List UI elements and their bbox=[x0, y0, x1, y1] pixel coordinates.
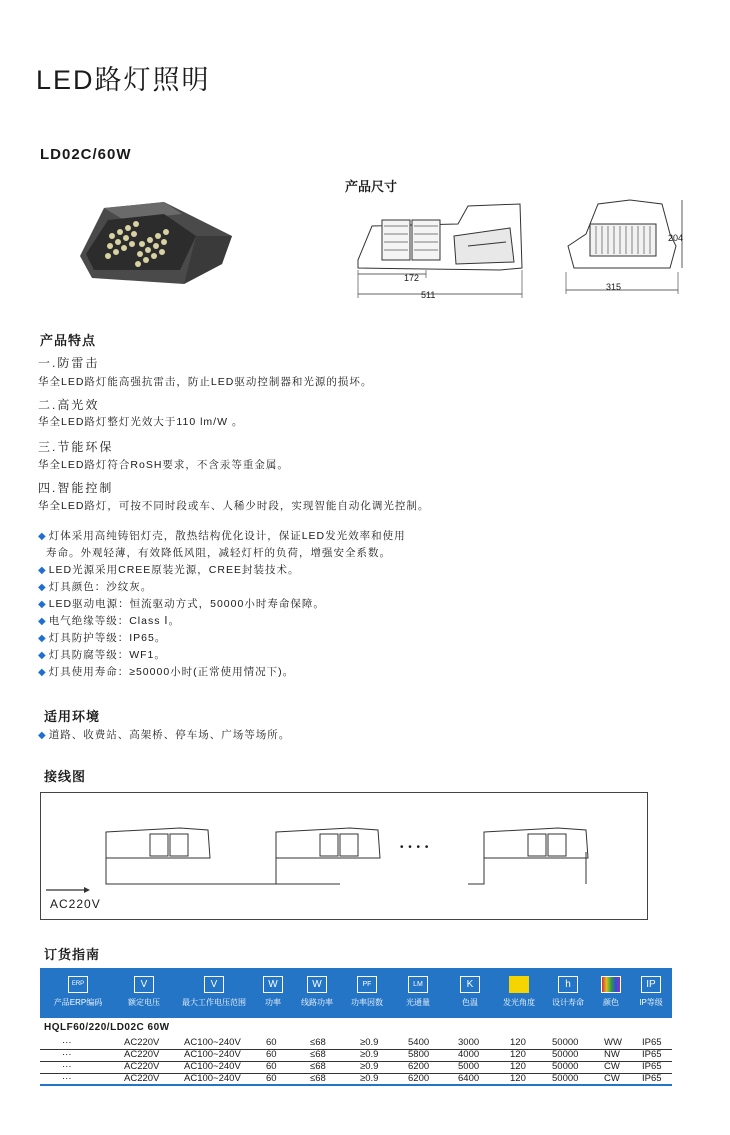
order-table-header bbox=[40, 968, 672, 1018]
col-power: W 功率 bbox=[256, 968, 290, 1018]
bullet-dot-icon: ◆ bbox=[38, 650, 47, 661]
order-heading: 订货指南 bbox=[44, 947, 101, 962]
feature-title-3: 三.节能环保 bbox=[38, 440, 114, 454]
col-power-factor: PF 功率因数 bbox=[344, 968, 390, 1018]
col-luminous-flux: LM 光通量 bbox=[390, 968, 446, 1018]
spec-bullet: ◆ 灯具防腐等级：WF1。 bbox=[38, 649, 166, 661]
table-row: ··· AC220V AC100~240V 60 ≤68 ≥0.9 6200 5000 120 50000 CW IP65 bbox=[40, 1061, 672, 1074]
erp-icon: ERP bbox=[68, 976, 88, 993]
pf-icon: PF bbox=[357, 976, 377, 993]
power-icon: W bbox=[263, 976, 283, 993]
wiring-heading: 接线图 bbox=[44, 769, 87, 784]
spec-bullet: ◆ 灯具使用寿命：≥50000小时(正常使用情况下)。 bbox=[38, 666, 295, 678]
product-photo bbox=[72, 196, 237, 291]
side-view-drawing bbox=[350, 198, 530, 304]
dimension-172: 172 bbox=[404, 273, 420, 283]
wiring-continuation-dots: • • • • bbox=[400, 842, 430, 853]
color-spectrum-icon bbox=[601, 976, 621, 993]
col-color-temp: K 色温 bbox=[446, 968, 494, 1018]
spec-bullet: ◆ 灯具防护等级：IP65。 bbox=[38, 632, 167, 644]
table-row: ··· AC220V AC100~240V 60 ≤68 ≥0.9 6200 6400 120 50000 CW IP65 bbox=[62, 1073, 662, 1084]
ip-icon: IP bbox=[641, 976, 661, 993]
bullet-dot-icon: ◆ bbox=[38, 730, 47, 741]
environment-text: ◆ 道路、收费站、高架桥、停车场、广场等场所。 bbox=[38, 729, 291, 741]
bullet-dot-icon: ◆ bbox=[38, 565, 47, 576]
table-row: ··· AC220V AC100~240V 60 ≤68 ≥0.9 5400 3000 120 50000 WW IP65 bbox=[40, 1037, 672, 1050]
col-line-power: W 线路功率 bbox=[290, 968, 344, 1018]
feature-desc-1: 华全LED路灯能高强抗雷击，防止LED驱动控制器和光源的损坏。 bbox=[38, 376, 373, 388]
voltage-icon: V bbox=[134, 976, 154, 993]
col-rated-voltage: V 额定电压 bbox=[116, 968, 172, 1018]
col-beam-angle: 发光角度 bbox=[494, 968, 544, 1018]
power-icon: W bbox=[307, 976, 327, 993]
spec-bullet: ◆ LED光源采用CREE原装光源，CREE封装技术。 bbox=[38, 564, 300, 576]
feature-desc-2: 华全LED路灯整灯光效大于110 lm/W 。 bbox=[38, 416, 244, 428]
spec-bullet: ◆ 电气绝缘等级：Class Ⅰ。 bbox=[38, 615, 180, 627]
col-ip-rating: IP IP等级 bbox=[630, 968, 672, 1018]
spec-bullet-continuation: 寿命。外观轻薄，有效降低风阻，减轻灯杆的负荷，增强安全系数。 bbox=[46, 547, 391, 559]
bullet-dot-icon: ◆ bbox=[38, 616, 47, 627]
feature-desc-3: 华全LED路灯符合RoSH要求，不含汞等重金属。 bbox=[38, 459, 289, 471]
kelvin-icon: K bbox=[460, 976, 480, 993]
spec-bullet: ◆ LED驱动电源：恒流驱动方式，50000小时寿命保障。 bbox=[38, 598, 325, 610]
table-bottom-rule bbox=[40, 1084, 672, 1086]
dimension-315: 315 bbox=[606, 282, 622, 292]
dimension-204: 204 bbox=[668, 233, 684, 243]
feature-title-4: 四.智能控制 bbox=[38, 481, 114, 495]
feature-desc-4: 华全LED路灯，可按不同时段或车、人稀少时段，实现智能自动化调光控制。 bbox=[38, 500, 430, 512]
page-title: LED路灯照明 bbox=[36, 65, 211, 95]
dimension-511: 511 bbox=[421, 290, 436, 300]
wiring-diagram-drawing bbox=[40, 792, 648, 920]
bullet-dot-icon: ◆ bbox=[38, 582, 47, 593]
environment-heading: 适用环境 bbox=[44, 709, 101, 724]
feature-title-1: 一.防雷击 bbox=[38, 356, 100, 370]
table-row: ··· AC220V AC100~240V 60 ≤68 ≥0.9 5800 4000 120 50000 NW IP65 bbox=[40, 1049, 672, 1062]
feature-title-2: 二.高光效 bbox=[38, 398, 100, 412]
spec-bullet: ◆ 灯具颜色：沙纹灰。 bbox=[38, 581, 153, 593]
front-view-drawing bbox=[558, 196, 688, 296]
order-model-row: HQLF60/220/LD02C 60W bbox=[44, 1022, 170, 1033]
model-title: LD02C/60W bbox=[40, 146, 132, 163]
spec-bullet: ◆ 灯体采用高纯铸铝灯壳，散热结构优化设计，保证LED发光效率和使用 bbox=[38, 530, 406, 542]
col-design-life: h 设计寿命 bbox=[544, 968, 592, 1018]
hours-icon: h bbox=[558, 976, 578, 993]
beam-angle-icon bbox=[509, 976, 529, 993]
features-heading: 产品特点 bbox=[40, 333, 97, 348]
lumen-icon: LM bbox=[408, 976, 428, 993]
col-erp-code: ERP 产品ERP编码 bbox=[40, 968, 116, 1018]
col-color: 颜色 bbox=[592, 968, 630, 1018]
col-voltage-range: V 最大工作电压范围 bbox=[172, 968, 256, 1018]
bullet-dot-icon: ◆ bbox=[38, 667, 47, 678]
bullet-dot-icon: ◆ bbox=[38, 599, 47, 610]
bullet-dot-icon: ◆ bbox=[38, 531, 47, 542]
spec-bullet-list bbox=[38, 528, 678, 681]
ac-input-label: AC220V bbox=[50, 897, 101, 911]
voltage-icon: V bbox=[204, 976, 224, 993]
bullet-dot-icon: ◆ bbox=[38, 633, 47, 644]
dimensions-title: 产品尺寸 bbox=[345, 179, 398, 194]
